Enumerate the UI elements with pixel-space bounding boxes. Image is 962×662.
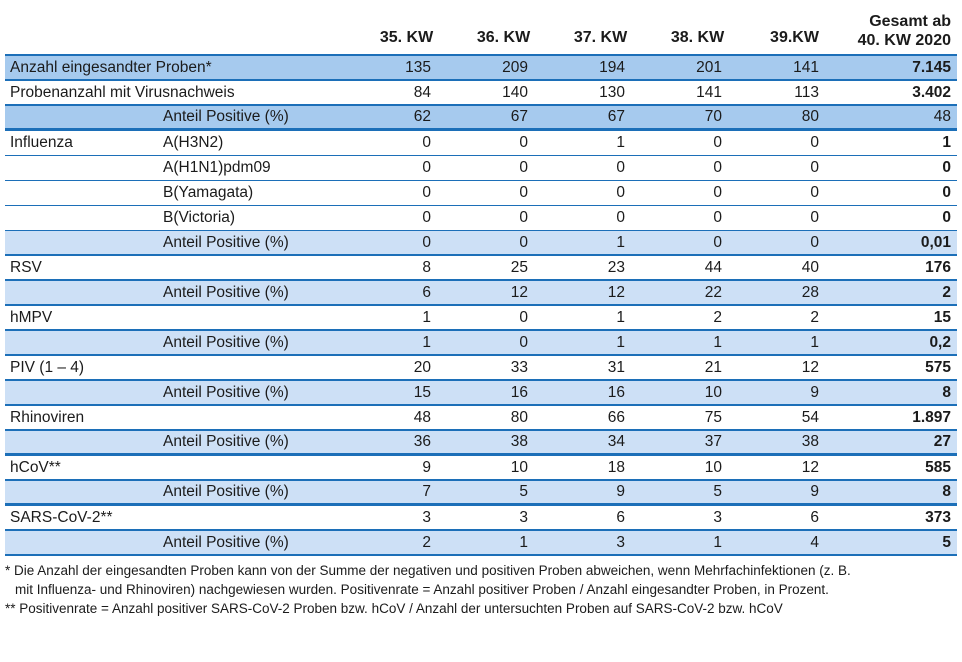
- total-cell: 8: [942, 483, 951, 500]
- row-label: Influenza: [10, 134, 73, 151]
- value-cell: 0: [422, 184, 431, 201]
- total-cell: 0: [942, 159, 951, 176]
- footnotes: [5, 556, 957, 618]
- value-cell: 1: [616, 134, 625, 151]
- value-cell: 16: [510, 383, 528, 401]
- table-row-hcov: [5, 456, 957, 481]
- week-column-header-36: 36. KW: [476, 29, 531, 46]
- week-column-header-38: 38. KW: [670, 29, 725, 46]
- row-sublabel: A(H3N2): [163, 134, 224, 151]
- value-cell: 2: [713, 308, 722, 326]
- value-cell: 2: [810, 308, 819, 326]
- table-row-rhinoviren: [5, 406, 957, 431]
- value-cell: 28: [801, 283, 819, 301]
- row-sublabel: A(H1N1)pdm09: [163, 159, 271, 176]
- value-cell: 0: [616, 159, 625, 176]
- value-cell: 34: [607, 433, 625, 450]
- value-cell: 3: [422, 508, 431, 526]
- value-cell: 9: [810, 383, 819, 401]
- value-cell: 12: [801, 358, 819, 376]
- table-row-anzahl-eingesandter-proben: [5, 56, 957, 81]
- value-cell: 5: [519, 483, 528, 500]
- value-cell: 7: [422, 483, 431, 500]
- value-cell: 0: [519, 333, 528, 351]
- footnote-line-3: ** Positivenrate = Anzahl positiver SARS-CoV-2 Proben bzw. hCoV / Anzahl der untersuchten Proben auf SARS-CoV-2 bzw. hCoV: [5, 601, 783, 616]
- value-cell: 135: [405, 58, 431, 76]
- value-cell: 15: [413, 383, 431, 401]
- value-cell: 22: [704, 283, 722, 301]
- value-cell: 0: [519, 233, 528, 251]
- value-cell: 10: [704, 458, 722, 476]
- value-cell: 201: [696, 58, 722, 76]
- row-sublabel: Anteil Positive (%): [163, 108, 289, 125]
- table-row-influenza-byamagata: [5, 181, 957, 206]
- total-column-header-line2: 40. KW 2020: [857, 32, 951, 49]
- value-cell: 140: [502, 83, 528, 101]
- total-cell: 8: [942, 383, 951, 401]
- value-cell: 48: [413, 408, 431, 426]
- row-label: Anzahl eingesandter Proben*: [10, 58, 212, 76]
- value-cell: 0: [810, 233, 819, 251]
- total-cell: 1.897: [912, 408, 951, 426]
- empty-header-cell: [5, 47, 155, 54]
- value-cell: 0: [616, 184, 625, 201]
- week-column-header-39: 39.KW: [770, 29, 819, 46]
- value-cell: 10: [510, 458, 528, 476]
- table-row-anteil-positive-influenza: [5, 231, 957, 256]
- table-row-piv: [5, 356, 957, 381]
- value-cell: 84: [413, 83, 431, 101]
- value-cell: 0: [713, 209, 722, 226]
- empty-header-cell: [155, 47, 358, 54]
- table-row-anteil-positive-gesamt: [5, 106, 957, 131]
- table-row-anteil-positive-hmpv: [5, 331, 957, 356]
- table-row-hmpv: [5, 306, 957, 331]
- value-cell: 1: [713, 533, 722, 551]
- total-cell: 3.402: [912, 83, 951, 101]
- row-sublabel: B(Yamagata): [163, 184, 254, 201]
- table-body: [5, 54, 957, 556]
- total-cell: 0,01: [920, 233, 951, 251]
- value-cell: 209: [502, 58, 528, 76]
- value-cell: 67: [607, 108, 625, 125]
- value-cell: 1: [616, 333, 625, 351]
- value-cell: 12: [801, 458, 819, 476]
- table-row-sars-cov-2: [5, 506, 957, 531]
- value-cell: 0: [422, 233, 431, 251]
- row-sublabel: Anteil Positive (%): [163, 383, 289, 401]
- value-cell: 2: [422, 533, 431, 551]
- row-label: hMPV: [10, 308, 53, 326]
- total-column-header-line1: Gesamt ab: [869, 13, 951, 30]
- footnote-line-1: * Die Anzahl der eingesandten Proben kann von der Summe der negativen und positiven Proben abweichen, wenn Mehrfachinfektionen (z. B.: [5, 563, 851, 578]
- row-sublabel: Anteil Positive (%): [163, 233, 289, 251]
- row-label: Rhinoviren: [10, 408, 85, 426]
- total-cell: 0,2: [929, 333, 951, 351]
- value-cell: 8: [422, 258, 431, 276]
- value-cell: 1: [519, 533, 528, 551]
- value-cell: 141: [696, 83, 722, 101]
- table-row-influenza-bvictoria: [5, 206, 957, 231]
- value-cell: 1: [713, 333, 722, 351]
- value-cell: 23: [607, 258, 625, 276]
- value-cell: 75: [704, 408, 722, 426]
- total-cell: 575: [925, 358, 951, 376]
- value-cell: 20: [413, 358, 431, 376]
- value-cell: 130: [599, 83, 625, 101]
- row-label: SARS-CoV-2**: [10, 508, 113, 526]
- value-cell: 0: [519, 159, 528, 176]
- total-cell: 0: [942, 209, 951, 226]
- total-cell: 176: [925, 258, 951, 276]
- table-row-anteil-positive-rhinoviren: [5, 431, 957, 456]
- value-cell: 3: [713, 508, 722, 526]
- footnote-line-2: mit Influenza- und Rhinoviren) nachgewiesen wurden. Positivenrate = Anzahl positiver Proben / Anzahl eingesandter Proben, in Prozent.: [15, 582, 829, 597]
- value-cell: 141: [793, 58, 819, 76]
- value-cell: 0: [713, 159, 722, 176]
- value-cell: 0: [713, 233, 722, 251]
- value-cell: 1: [616, 233, 625, 251]
- value-cell: 36: [413, 433, 431, 450]
- total-cell: 585: [925, 458, 951, 476]
- value-cell: 0: [616, 209, 625, 226]
- row-label: PIV (1 – 4): [10, 358, 85, 376]
- value-cell: 113: [794, 83, 819, 101]
- value-cell: 0: [422, 209, 431, 226]
- value-cell: 0: [519, 134, 528, 151]
- value-cell: 3: [519, 508, 528, 526]
- table-row-anteil-positive-rsv: [5, 281, 957, 306]
- row-label: hCoV**: [10, 458, 61, 476]
- row-label: Probenanzahl mit Virusnachweis: [10, 83, 235, 101]
- value-cell: 16: [607, 383, 625, 401]
- total-cell: 2: [942, 283, 951, 301]
- value-cell: 12: [510, 283, 528, 301]
- row-sublabel: Anteil Positive (%): [163, 333, 289, 351]
- value-cell: 5: [713, 483, 722, 500]
- value-cell: 0: [422, 134, 431, 151]
- value-cell: 6: [810, 508, 819, 526]
- total-column-header: [843, 12, 957, 54]
- value-cell: 67: [510, 108, 528, 125]
- week-column-header-35: 35. KW: [379, 29, 434, 46]
- total-cell: 1: [942, 134, 951, 151]
- value-cell: 1: [422, 308, 431, 326]
- value-cell: 80: [801, 108, 819, 125]
- value-cell: 9: [422, 458, 431, 476]
- value-cell: 0: [810, 159, 819, 176]
- table-row-anteil-positive-sars-cov-2: [5, 531, 957, 556]
- value-cell: 0: [810, 184, 819, 201]
- row-sublabel: Anteil Positive (%): [163, 433, 289, 450]
- table-row-influenza-ah1n1pdm09: [5, 156, 957, 181]
- value-cell: 37: [704, 433, 722, 450]
- value-cell: 40: [801, 258, 819, 276]
- value-cell: 31: [607, 358, 625, 376]
- value-cell: 44: [704, 258, 722, 276]
- value-cell: 0: [713, 134, 722, 151]
- row-sublabel: B(Victoria): [163, 209, 236, 226]
- table-row-anteil-positive-piv: [5, 381, 957, 406]
- total-cell: 5: [942, 533, 951, 551]
- value-cell: 0: [519, 308, 528, 326]
- table-row-probenanzahl-virusnachweis: [5, 81, 957, 106]
- value-cell: 4: [810, 533, 819, 551]
- value-cell: 0: [519, 209, 528, 226]
- total-cell: 7.145: [912, 58, 951, 76]
- value-cell: 1: [810, 333, 819, 351]
- value-cell: 0: [810, 209, 819, 226]
- value-cell: 0: [519, 184, 528, 201]
- table-row-rsv: [5, 256, 957, 281]
- value-cell: 1: [616, 308, 625, 326]
- value-cell: 9: [810, 483, 819, 500]
- value-cell: 6: [422, 283, 431, 301]
- row-sublabel: Anteil Positive (%): [163, 533, 289, 551]
- value-cell: 194: [599, 58, 625, 76]
- value-cell: 9: [616, 483, 625, 500]
- total-cell: 15: [933, 308, 951, 326]
- value-cell: 12: [607, 283, 625, 301]
- value-cell: 6: [616, 508, 625, 526]
- value-cell: 18: [607, 458, 625, 476]
- value-cell: 38: [801, 433, 819, 450]
- table-header-row: [5, 0, 957, 54]
- value-cell: 0: [422, 159, 431, 176]
- value-cell: 3: [616, 533, 625, 551]
- table-row-influenza-ah3n2: [5, 131, 957, 156]
- row-sublabel: Anteil Positive (%): [163, 283, 289, 301]
- value-cell: 10: [704, 383, 722, 401]
- value-cell: 66: [607, 408, 625, 426]
- value-cell: 25: [510, 258, 528, 276]
- row-label: RSV: [10, 258, 42, 276]
- value-cell: 33: [510, 358, 528, 376]
- value-cell: 70: [704, 108, 722, 125]
- total-cell: 48: [933, 108, 951, 125]
- value-cell: 1: [422, 333, 431, 351]
- value-cell: 21: [704, 358, 722, 376]
- value-cell: 38: [510, 433, 528, 450]
- total-cell: 0: [942, 184, 951, 201]
- value-cell: 80: [510, 408, 528, 426]
- value-cell: 54: [801, 408, 819, 426]
- row-sublabel: Anteil Positive (%): [163, 483, 289, 500]
- total-cell: 27: [933, 433, 951, 450]
- value-cell: 0: [713, 184, 722, 201]
- total-cell: 373: [925, 508, 951, 526]
- value-cell: 62: [413, 108, 431, 125]
- value-cell: 0: [810, 134, 819, 151]
- table-row-anteil-positive-hcov: [5, 481, 957, 506]
- week-column-header-37: 37. KW: [573, 29, 628, 46]
